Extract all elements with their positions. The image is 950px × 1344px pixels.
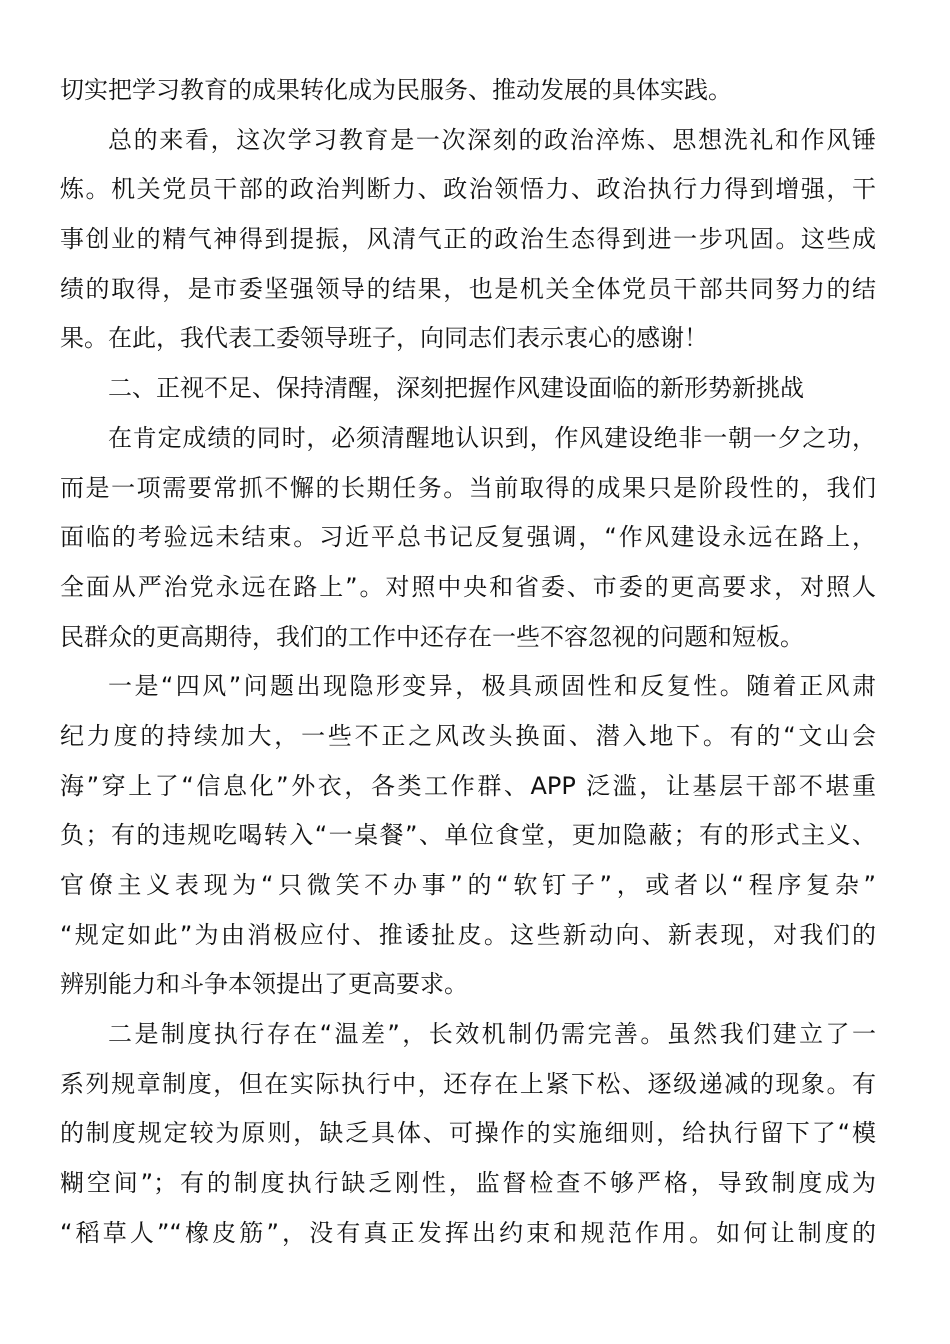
text-line: 官僚主义表现为“只微笑不办事”的“软钉子”，或者以“程序复杂” [60,871,876,899]
paragraph-start: 在肯定成绩的同时，必须清醒地认识到，作风建设绝非一朝一夕之功， [108,423,876,452]
text-line: 切实把学习教育的成果转化成为民服务、推动发展的具体实践。 [60,76,732,104]
text-line: 而是一项需要常抓不懈的长期任务。当前取得的成果只是阶段性的，我们 [60,473,876,502]
text-line: 系列规章制度，但在实际执行中，还存在上紧下松、逐级递减的现象。有 [60,1069,876,1098]
text-line: 事创业的精气神得到提振，风清气正的政治生态得到进一步巩固。这些成 [60,225,876,254]
section-heading: 二、正视不足、保持清醒，深刻把握作风建设面临的新形势新挑战 [108,374,804,403]
text-line: “稻草人”“橡皮筋”，没有真正发挥出约束和规范作用。如何让制度的 [60,1218,876,1247]
text-line: 海”穿上了“信息化”外衣，各类工作群、APP 泛滥，让基层干部不堪重 [60,771,876,800]
text-line: 辨别能力和斗争本领提出了更高要求。 [60,970,468,999]
text-line: 糊空间”；有的制度执行缺乏刚性，监督检查不够严格，导致制度成为 [60,1169,876,1198]
paragraph-start: 一是“四风”问题出现隐形变异，极具顽固性和反复性。随着正风肃 [108,672,876,701]
text-line: 炼。机关党员干部的政治判断力、政治领悟力、政治执行力得到增强，干 [60,175,876,204]
text-line: 面临的考验远未结束。习近平总书记反复强调，“作风建设永远在路上， [60,523,876,552]
text-line: 纪力度的持续加大，一些不正之风改头换面、潜入地下。有的“文山会 [60,721,876,750]
text-line: 全面从严治党永远在路上”。对照中央和省委、市委的更高要求，对照人 [60,572,876,601]
paragraph-start: 总的来看，这次学习教育是一次深刻的政治淬炼、思想洗礼和作风锤 [108,125,876,154]
text-line: 的制度规定较为原则，缺乏具体、可操作的实施细则，给执行留下了“模 [60,1119,876,1148]
text-line: 果。在此，我代表工委领导班子，向同志们表示衷心的感谢！ [60,324,708,353]
paragraph-start: 二是制度执行存在“温差”，长效机制仍需完善。虽然我们建立了一 [108,1020,876,1049]
text-line: 绩的取得，是市委坚强领导的结果，也是机关全体党员干部共同努力的结 [60,274,876,303]
text-line: 民群众的更高期待，我们的工作中还存在一些不容忽视的问题和短板。 [60,622,804,651]
document-page [60,66,876,1259]
text-line: “规定如此”为由消极应付、推诿扯皮。这些新动向、新表现，对我们的 [60,920,876,949]
text-line: 负；有的违规吃喝转入“一桌餐”、单位食堂，更加隐蔽；有的形式主义、 [60,821,876,850]
